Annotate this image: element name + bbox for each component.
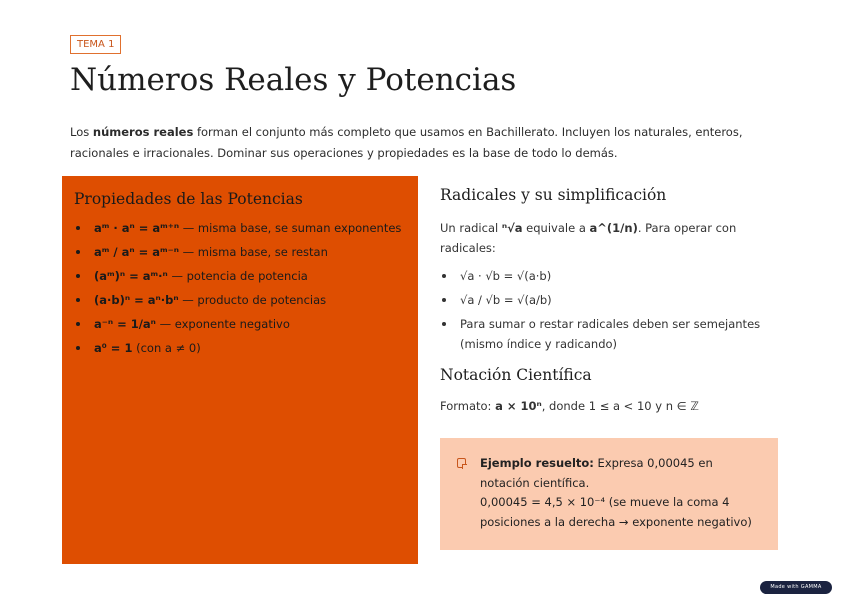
intro-paragraph: [70, 122, 770, 164]
powers-desc: — producto de potencias: [178, 293, 327, 307]
powers-formula: aᵐ · aⁿ = aᵐ⁺ⁿ: [94, 221, 180, 235]
example-line1: [480, 454, 758, 493]
right-column: [440, 186, 780, 416]
scientific-text-bold: a × 10ⁿ: [495, 399, 542, 413]
gamma-badge[interactable]: Made with GAMMA: [760, 581, 832, 594]
scientific-text-pre: Formato:: [440, 399, 496, 413]
powers-formula: (aᵐ)ⁿ = aᵐ·ⁿ: [94, 269, 168, 283]
powers-formula: a⁻ⁿ = 1/aⁿ: [94, 317, 156, 331]
radicals-text-pre: Un radical: [440, 221, 502, 235]
powers-item: [74, 288, 406, 312]
example-callout: [440, 438, 778, 550]
powers-formula: a⁰ = 1: [94, 341, 133, 355]
powers-desc: (con a ≠ 0): [132, 341, 201, 355]
powers-item: [74, 216, 406, 240]
powers-formula: (a·b)ⁿ = aⁿ·bⁿ: [94, 293, 179, 307]
powers-item: [74, 240, 406, 264]
scientific-text: [440, 396, 780, 416]
example-line2: 0,00045 = 4,5 × 10⁻⁴ (se mueve la coma 4 posiciones a la derecha → exponente negativo): [480, 495, 752, 529]
powers-desc: — potencia de potencia: [167, 269, 308, 283]
page-title: Números Reales y Potencias: [70, 62, 517, 98]
radicals-text: [440, 218, 780, 258]
example-line1-text: Expresa 0,00045 en notación científica.: [480, 456, 713, 490]
powers-formula: aᵐ / aⁿ = aᵐ⁻ⁿ: [94, 245, 179, 259]
powers-desc: — exponente negativo: [155, 317, 290, 331]
radicals-item: √a · √b = √(a·b): [440, 266, 780, 286]
scientific-heading: Notación Científica: [440, 366, 592, 384]
topic-tag: TEMA 1: [70, 35, 121, 54]
radicals-text-mid: equivale a: [522, 221, 590, 235]
powers-list: [74, 216, 406, 360]
powers-item: [74, 312, 406, 336]
example-label: Ejemplo resuelto:: [480, 456, 594, 470]
note-icon: [457, 458, 466, 468]
powers-item: [74, 336, 406, 360]
radicals-item: Para sumar o restar radicales deben ser semejantes (mismo índice y radicando): [440, 314, 780, 354]
intro-pre: Los: [70, 125, 93, 139]
powers-desc: — misma base, se restan: [178, 245, 328, 259]
powers-desc: — misma base, se suman exponentes: [179, 221, 402, 235]
powers-heading: Propiedades de las Potencias: [74, 190, 303, 208]
radicals-text-post: . Para operar con radicales:: [440, 221, 737, 255]
powers-item: [74, 264, 406, 288]
radicals-heading: Radicales y su simplificación: [440, 186, 667, 204]
radicals-text-bold1: ⁿ√a: [501, 221, 523, 235]
powers-card: [62, 176, 418, 564]
scientific-text-post: , donde 1 ≤ a < 10 y n ∈ ℤ: [541, 399, 699, 413]
radicals-text-bold2: a^(1/n): [589, 221, 638, 235]
radicals-item: √a / √b = √(a/b): [440, 290, 780, 310]
intro-bold: números reales: [92, 125, 194, 139]
radicals-list: [440, 266, 780, 354]
intro-rest: forman el conjunto más completo que usamos en Bachillerato. Incluyen los naturales, enteros, racionales e irracionales. Dominar sus operaciones y propiedades es la base de todo lo demás.: [70, 125, 743, 160]
